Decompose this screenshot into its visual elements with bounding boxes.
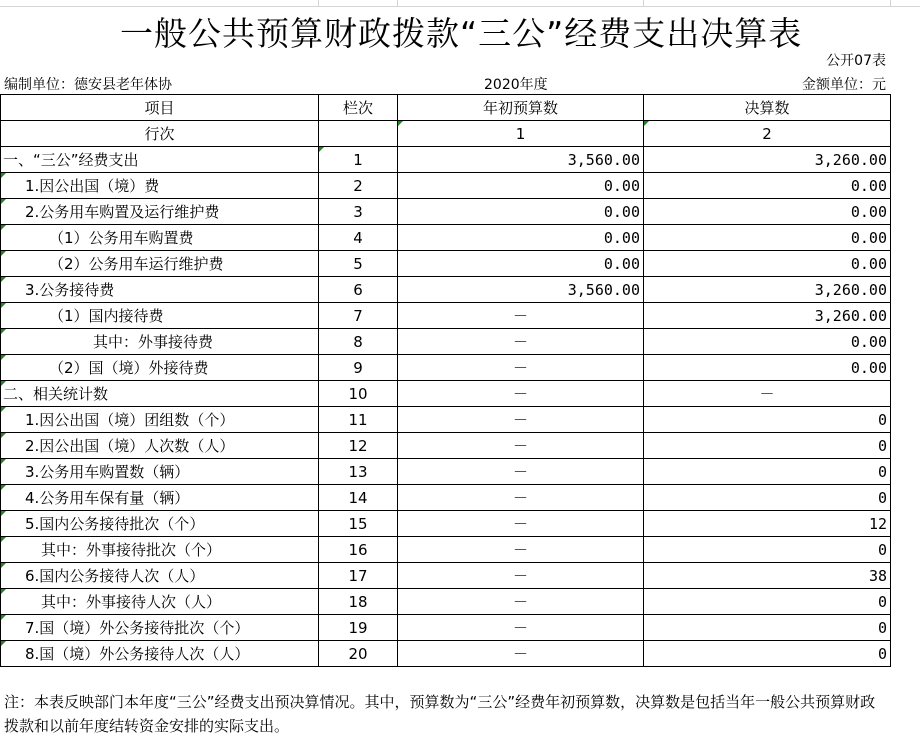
row-number-cell[interactable]: 11 bbox=[319, 407, 398, 433]
final-cell[interactable]: 3,260.00 bbox=[644, 303, 891, 329]
table-row bbox=[1, 537, 891, 563]
row-number-cell[interactable]: 7 bbox=[319, 303, 398, 329]
budget-cell[interactable]: 0.00 bbox=[398, 199, 644, 225]
final-cell[interactable]: 0 bbox=[644, 615, 891, 641]
row-number-cell[interactable]: 15 bbox=[319, 511, 398, 537]
row-number-cell[interactable]: 19 bbox=[319, 615, 398, 641]
budget-cell[interactable]: － bbox=[398, 485, 644, 511]
final-cell[interactable]: 0.00 bbox=[644, 329, 891, 355]
table-row bbox=[1, 173, 891, 199]
final-cell[interactable]: 0 bbox=[644, 433, 891, 459]
table-row bbox=[1, 407, 891, 433]
item-cell[interactable]: （2）国（境）外接待费 bbox=[1, 355, 319, 381]
year-label: 2020年度 bbox=[484, 77, 548, 93]
budget-cell[interactable]: － bbox=[398, 329, 644, 355]
budget-cell[interactable]: 3,560.00 bbox=[398, 277, 644, 303]
row-number-cell[interactable]: 9 bbox=[319, 355, 398, 381]
header-item: 项目 bbox=[1, 95, 319, 121]
table-row bbox=[1, 251, 891, 277]
budget-cell[interactable]: 0.00 bbox=[398, 173, 644, 199]
table-row bbox=[1, 511, 891, 537]
budget-cell[interactable]: － bbox=[398, 381, 644, 407]
budget-cell[interactable]: － bbox=[398, 589, 644, 615]
item-cell[interactable]: 2.因公出国（境）人次数（人） bbox=[1, 433, 319, 459]
row-number-cell[interactable]: 16 bbox=[319, 537, 398, 563]
final-cell[interactable]: 3,260.00 bbox=[644, 277, 891, 303]
budget-cell[interactable]: － bbox=[398, 563, 644, 589]
sub-header-budget: 1 bbox=[398, 121, 644, 147]
final-cell[interactable]: 0 bbox=[644, 641, 891, 667]
item-cell[interactable]: 二、相关统计数 bbox=[1, 381, 319, 407]
final-cell[interactable]: 3,260.00 bbox=[644, 147, 891, 173]
budget-cell[interactable]: － bbox=[398, 303, 644, 329]
table-row bbox=[1, 381, 891, 407]
row-number-cell[interactable]: 12 bbox=[319, 433, 398, 459]
item-cell[interactable]: 其中：外事接待费 bbox=[1, 329, 319, 355]
budget-cell[interactable]: － bbox=[398, 615, 644, 641]
final-cell[interactable]: 0 bbox=[644, 589, 891, 615]
item-cell[interactable]: 4.公务用车保有量（辆） bbox=[1, 485, 319, 511]
row-number-cell[interactable]: 6 bbox=[319, 277, 398, 303]
table-row bbox=[1, 615, 891, 641]
final-cell[interactable]: 0.00 bbox=[644, 355, 891, 381]
item-cell[interactable]: 1.因公出国（境）团组数（个） bbox=[1, 407, 319, 433]
final-cell[interactable]: － bbox=[644, 381, 891, 407]
table-row bbox=[1, 199, 891, 225]
item-cell[interactable]: 6.国内公务接待人次（人） bbox=[1, 563, 319, 589]
budget-cell[interactable]: － bbox=[398, 433, 644, 459]
table-row bbox=[1, 563, 891, 589]
table-row bbox=[1, 433, 891, 459]
page-title: 一般公共预算财政拨款“三公”经费支出决算表 bbox=[120, 14, 803, 53]
table-row bbox=[1, 147, 891, 173]
header-budget: 年初预算数 bbox=[398, 95, 644, 121]
budget-cell[interactable]: － bbox=[398, 537, 644, 563]
row-number-cell[interactable]: 10 bbox=[319, 381, 398, 407]
header-row bbox=[1, 95, 891, 121]
budget-cell[interactable]: 0.00 bbox=[398, 251, 644, 277]
row-number-cell[interactable]: 5 bbox=[319, 251, 398, 277]
final-cell[interactable]: 0.00 bbox=[644, 173, 891, 199]
table-row bbox=[1, 225, 891, 251]
budget-cell[interactable]: － bbox=[398, 459, 644, 485]
row-number-cell[interactable]: 18 bbox=[319, 589, 398, 615]
row-number-cell[interactable]: 3 bbox=[319, 199, 398, 225]
sub-header-empty bbox=[319, 121, 398, 147]
sub-header-row bbox=[1, 121, 891, 147]
final-cell[interactable]: 0.00 bbox=[644, 251, 891, 277]
final-cell[interactable]: 0 bbox=[644, 537, 891, 563]
item-cell[interactable]: （2）公务用车运行维护费 bbox=[1, 251, 319, 277]
final-cell[interactable]: 0 bbox=[644, 459, 891, 485]
table-row bbox=[1, 329, 891, 355]
item-cell[interactable]: （1）公务用车购置费 bbox=[1, 225, 319, 251]
table-row bbox=[1, 641, 891, 667]
row-number-cell[interactable]: 17 bbox=[319, 563, 398, 589]
table-row bbox=[1, 459, 891, 485]
sub-header-final: 2 bbox=[644, 121, 891, 147]
final-cell[interactable]: 0 bbox=[644, 407, 891, 433]
header-col-no: 栏次 bbox=[319, 95, 398, 121]
budget-cell[interactable]: － bbox=[398, 641, 644, 667]
budget-cell[interactable]: － bbox=[398, 355, 644, 381]
item-cell[interactable]: 5.国内公务接待批次（个） bbox=[1, 511, 319, 537]
table-row bbox=[1, 485, 891, 511]
row-number-cell[interactable]: 14 bbox=[319, 485, 398, 511]
budget-cell[interactable]: － bbox=[398, 407, 644, 433]
budget-cell[interactable]: 3,560.00 bbox=[398, 147, 644, 173]
item-cell[interactable]: 8.国（境）外公务接待人次（人） bbox=[1, 641, 319, 667]
budget-cell[interactable]: － bbox=[398, 511, 644, 537]
final-cell[interactable]: 38 bbox=[644, 563, 891, 589]
item-cell[interactable]: 其中：外事接待人次（人） bbox=[1, 589, 319, 615]
row-number-cell[interactable]: 2 bbox=[319, 173, 398, 199]
item-cell[interactable]: 其中：外事接待批次（个） bbox=[1, 537, 319, 563]
table-row bbox=[1, 303, 891, 329]
final-cell[interactable]: 12 bbox=[644, 511, 891, 537]
header-final: 决算数 bbox=[644, 95, 891, 121]
row-number-cell[interactable]: 8 bbox=[319, 329, 398, 355]
item-cell[interactable]: 一、“三公”经费支出 bbox=[1, 147, 319, 173]
final-cell[interactable]: 0.00 bbox=[644, 199, 891, 225]
final-cell[interactable]: 0.00 bbox=[644, 225, 891, 251]
unit-label: 金额单位：元 bbox=[802, 77, 886, 93]
form-code: 公开07表 bbox=[826, 53, 886, 69]
table-row bbox=[1, 589, 891, 615]
expense-table bbox=[0, 94, 891, 667]
item-cell[interactable]: 7.国（境）外公务接待批次（个） bbox=[1, 615, 319, 641]
budget-cell[interactable]: 0.00 bbox=[398, 225, 644, 251]
table-row bbox=[1, 277, 891, 303]
row-number-cell[interactable]: 13 bbox=[319, 459, 398, 485]
item-cell[interactable]: 2.公务用车购置及运行维护费 bbox=[1, 199, 319, 225]
org-label: 编制单位：德安县老年体协 bbox=[4, 77, 172, 93]
row-number-cell[interactable]: 20 bbox=[319, 641, 398, 667]
row-number-cell[interactable]: 1 bbox=[319, 147, 398, 173]
sub-header-item: 行次 bbox=[1, 121, 319, 147]
footnote: 注：本表反映部门本年度“三公”经费支出预决算情况。其中，预算数为“三公”经费年初预算数，决算数是包括当年一般公共预算财政拨款和以前年度结转资金安排的实际支出。 bbox=[4, 693, 876, 735]
table-row bbox=[1, 355, 891, 381]
item-cell[interactable]: （1）国内接待费 bbox=[1, 303, 319, 329]
item-cell[interactable]: 1.因公出国（境）费 bbox=[1, 173, 319, 199]
row-number-cell[interactable]: 4 bbox=[319, 225, 398, 251]
final-cell[interactable]: 0 bbox=[644, 485, 891, 511]
spreadsheet-grid-top bbox=[0, 0, 920, 7]
item-cell[interactable]: 3.公务用车购置数（辆） bbox=[1, 459, 319, 485]
item-cell[interactable]: 3.公务接待费 bbox=[1, 277, 319, 303]
